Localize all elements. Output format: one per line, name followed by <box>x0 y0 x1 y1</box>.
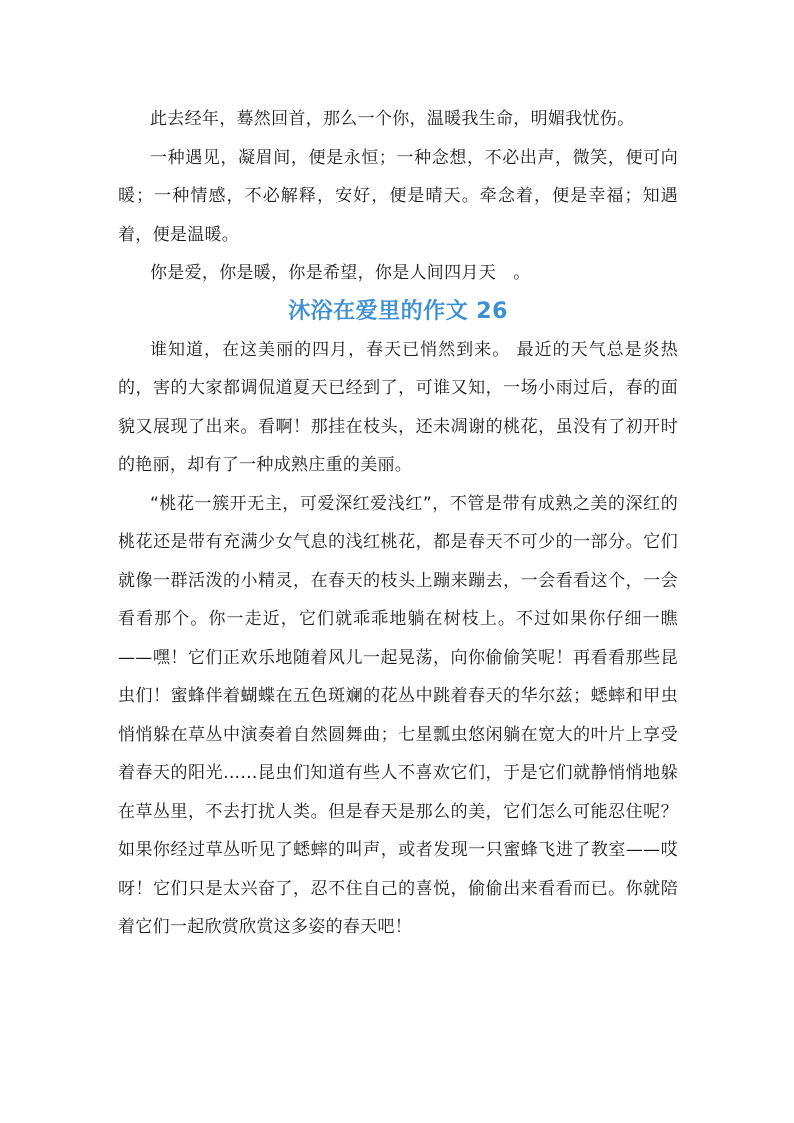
paragraph-2: 一种遇见，凝眉间，便是永恒；一种念想，不必出声，微笑，便可向暖；一种情感，不必解释，安好，便是晴天。牵念着，便是幸福；知遇着，便是温暖。 <box>118 147 678 245</box>
paragraph-3: 你是爱，你是暖，你是希望，你是人间四月天 。 <box>150 263 531 283</box>
paragraph-5: “桃花一簇开无主，可爱深红爱浅红”，不管是带有成熟之美的深红的桃花还是带有充满少女气息的浅红桃花，都是春天不可少的一部分。它们就像一群活泼的小精灵，在春天的枝头上蹦来蹦去，一会看看这个，一会看看那个。你一走近，它们就乖乖地躺在树枝上。不过如果你仔细一瞧——嘿！它们正欢乐地随着风儿一起晃荡，向你偷偷笑呢！再看看那些昆虫们！蜜蜂伴着蝴蝶在五色斑斓的花丛中跳着春天的华尔兹；蟋蟀和甲虫悄悄躲在草丛中演奏着自然圆舞曲；七星瓢虫悠闲躺在宽大的叶片上享受着春天的阳光……昆虫们知道有些人不喜欢它们，于是它们就静悄悄地躲在草丛里，不去打扰人类。但是春天是那么的美，它们怎么可能忍住呢？如果你经过草丛听见了蟋蟀的叫声，或者发现一只蜜蜂飞进了教室——哎呀！它们只是太兴奋了，忍不住自己的喜悦，偷偷出来看看而已。你就陪着它们一起欣赏欣赏这多姿的春天吧！ <box>118 493 678 937</box>
document-body <box>118 100 678 947</box>
section-title: 沐浴在爱里的作文 26 <box>288 298 508 324</box>
paragraph-4: 谁知道，在这美丽的四月，春天已悄然到来。 最近的天气总是炎热的，害的大家都调侃道夏天已经到了，可谁又知，一场小雨过后，春的面貌又展现了出来。看啊！那挂在枝头，还未凋谢的桃花，虽没有了初开时的艳丽，却有了一种成熟庄重的美丽。 <box>118 339 678 475</box>
paragraph-1: 此去经年，蓦然回首，那么一个你，温暖我生命，明媚我忧伤。 <box>150 109 635 129</box>
